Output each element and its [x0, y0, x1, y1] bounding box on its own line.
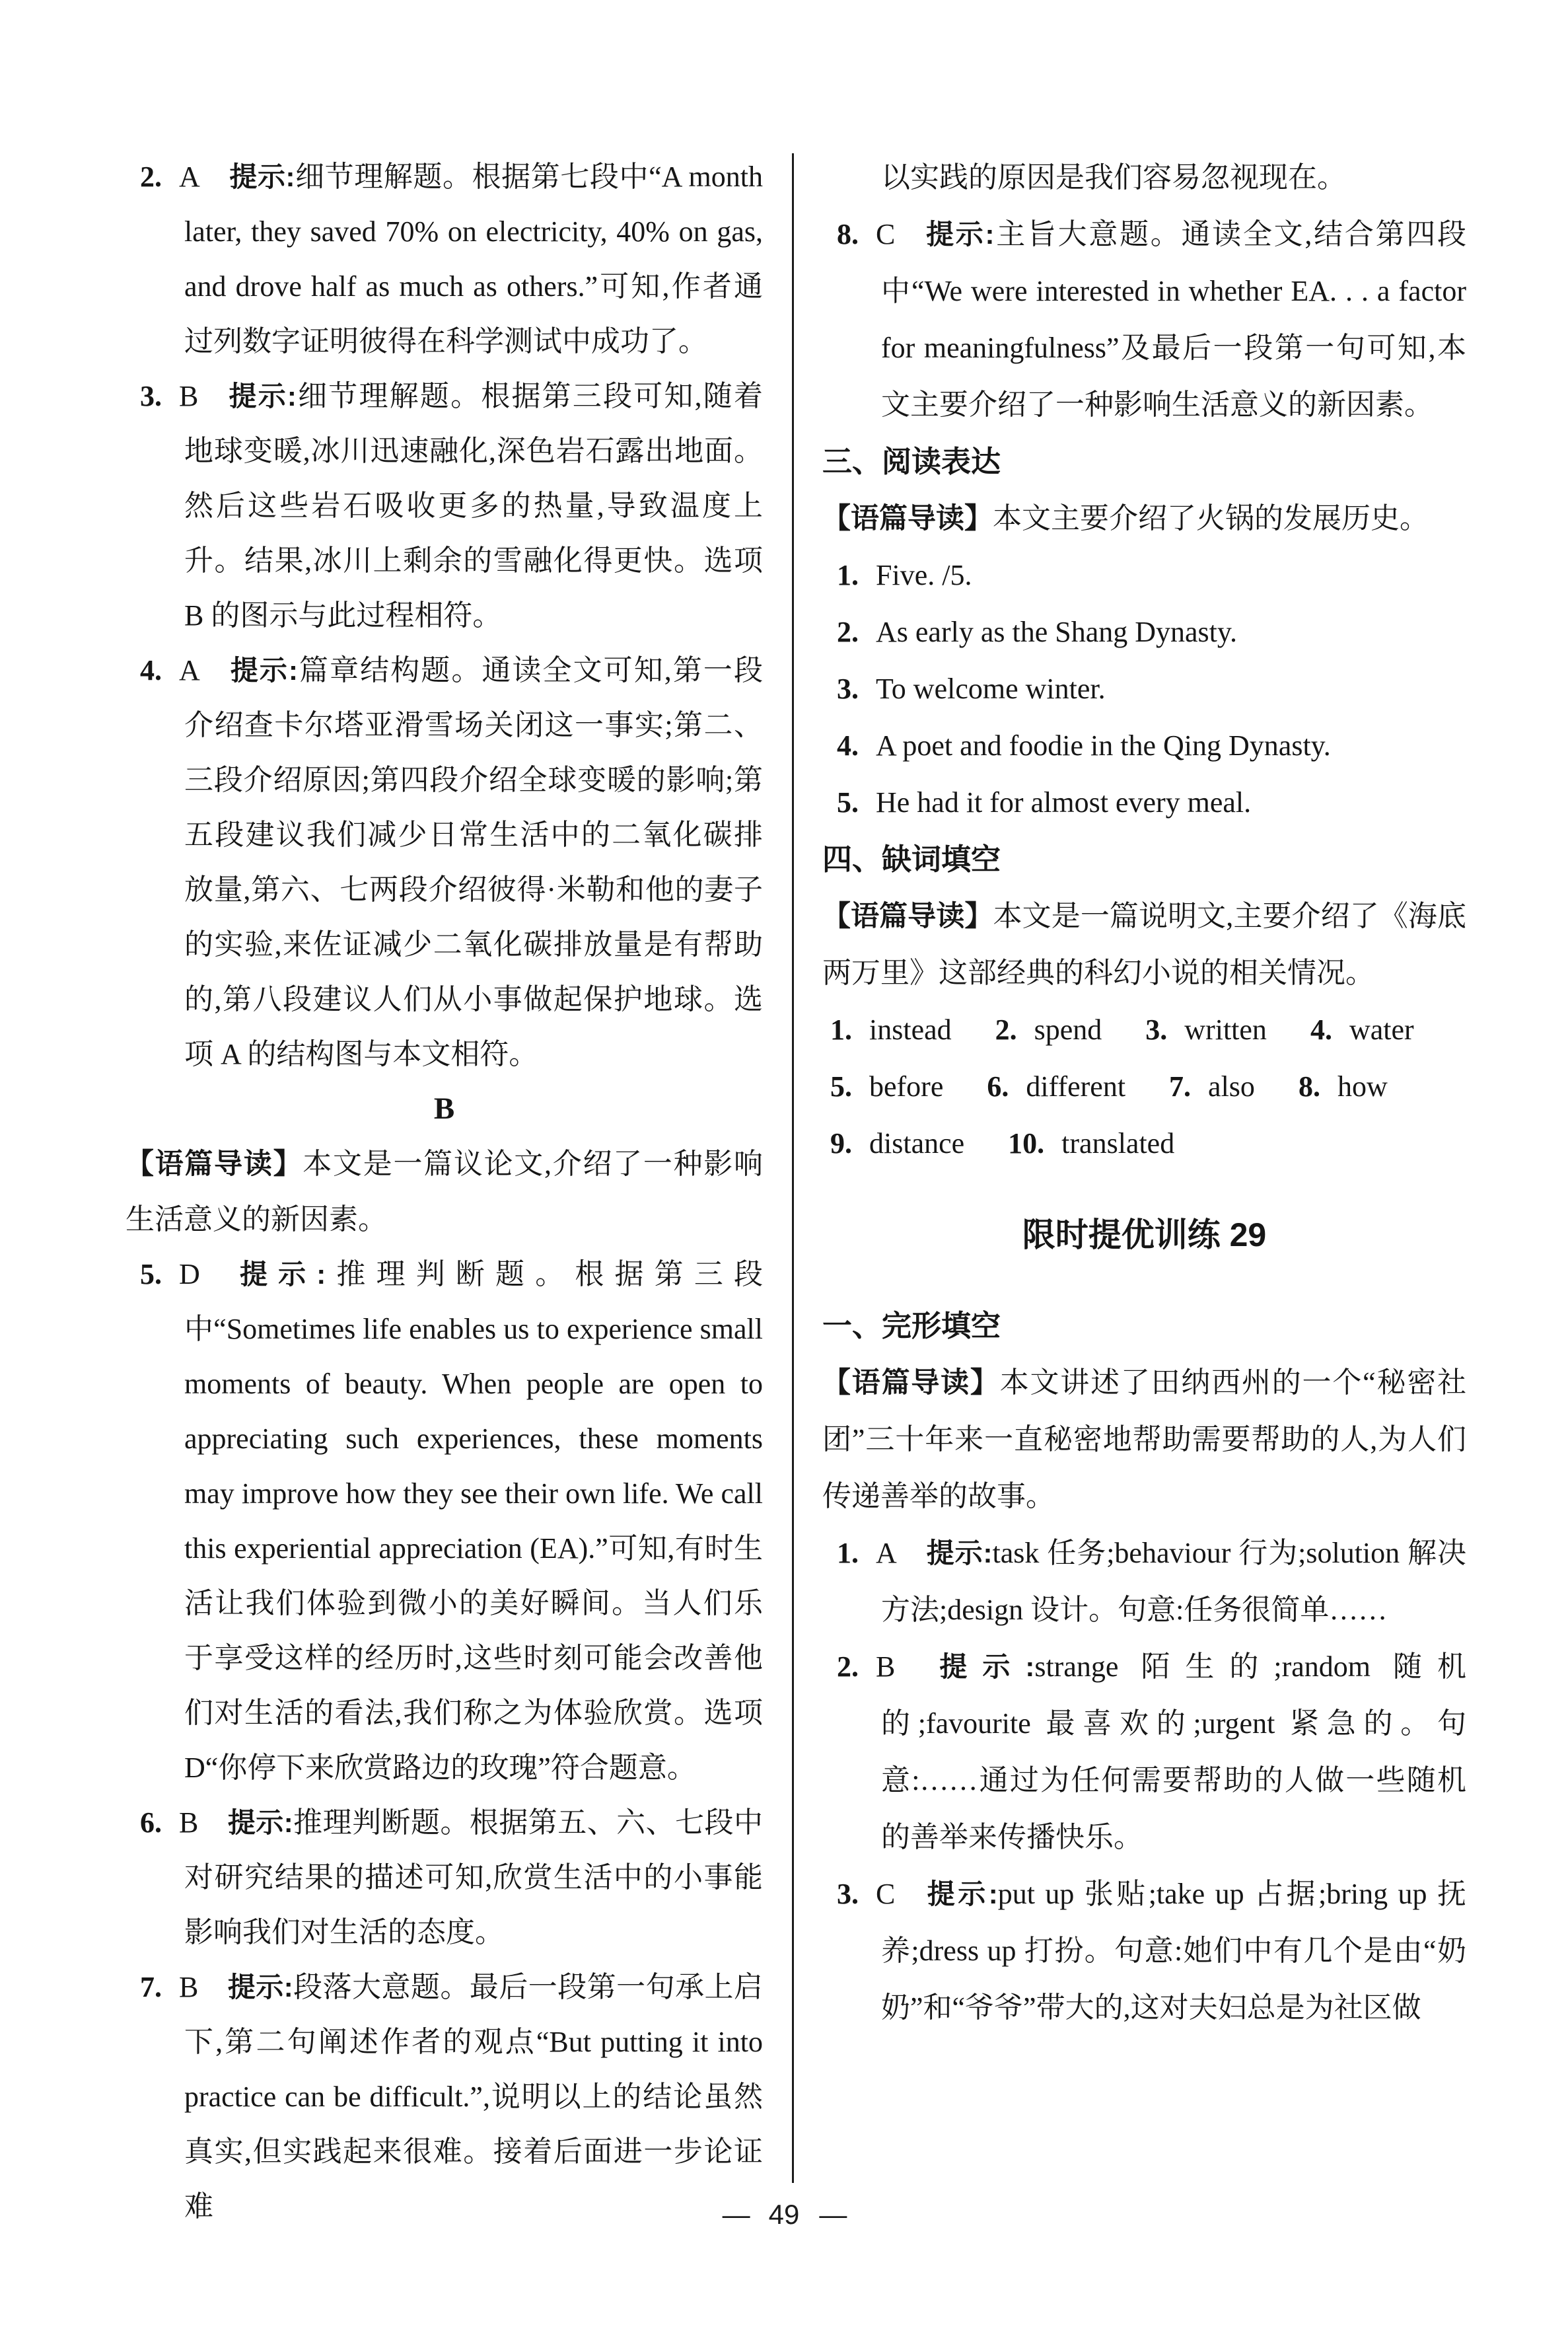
cloze-word: spend — [1034, 1014, 1102, 1046]
reading-answer — [822, 604, 1466, 661]
item-number: 2. — [140, 161, 162, 193]
cloze-answer-row — [822, 1115, 1466, 1172]
passage-guide — [822, 490, 1466, 547]
reading-answer — [822, 718, 1466, 774]
explanation-text: 细节理解题。根据第七段中“A month later, they saved 70% on electricity, 40% on gas, and drove half as much as others.”可知,作者通过列数字证明彼得在科学测试中成功了。 — [184, 161, 763, 357]
guide-label: 【语篇导读】 — [822, 901, 993, 932]
cloze-answer — [1299, 1058, 1388, 1115]
item-number: 5. — [830, 1070, 852, 1103]
hint-label: 提示: — [924, 219, 995, 250]
explanation-text: 主旨大意题。通读全文,结合第四段中“We were interested in whether EA. . . a factor for meaningfulness”及最后一段第一句可知,本文主要介绍了一种影响生活意义的新因素。 — [881, 218, 1466, 421]
item-number: 3. — [837, 1878, 859, 1910]
continuation-text: 以实践的原因是我们容易忽视现在。 — [881, 161, 1346, 194]
reading-answer-text: Five. /5. — [876, 559, 972, 591]
item-number: 1. — [837, 1537, 859, 1569]
hint-label: 提示: — [229, 655, 298, 686]
answer-letter: C — [876, 218, 896, 250]
cloze-answer — [830, 1002, 952, 1058]
reading-answer-text: To welcome winter. — [876, 673, 1106, 705]
item-number: 6. — [140, 1806, 162, 1839]
item-number: 7. — [140, 1971, 162, 2003]
explanation-text: 推理判断题。根据第五、六、七段中对研究结果的描述可知,欣赏生活中的小事能影响我们对生活的态度。 — [184, 1806, 763, 1948]
item-number: 7. — [1169, 1070, 1192, 1103]
passage-label: B — [433, 1091, 455, 1126]
answer-item — [125, 643, 763, 1082]
answer-item — [822, 1866, 1466, 2036]
guide-label: 【语篇导读】 — [822, 1367, 1000, 1399]
answer-item — [822, 1525, 1466, 1639]
cloze-word: distance — [869, 1127, 965, 1160]
answer-item — [125, 149, 763, 369]
item-number: 4. — [1310, 1014, 1332, 1046]
cloze-answer — [987, 1058, 1125, 1115]
cloze-answer — [1169, 1058, 1255, 1115]
item-number: 3. — [837, 673, 859, 705]
answer-letter: B — [876, 1650, 896, 1683]
hint-label: 提示: — [924, 1651, 1035, 1682]
cloze-word: before — [869, 1070, 944, 1103]
explanation-text: 篇章结构题。通读全文可知,第一段介绍查卡尔塔亚滑雪场关闭这一事实;第二、三段介绍原因;第四段介绍全球变暖的影响;第五段建议我们减少日常生活中的二氧化碳排放量,第六、七两段介绍彼得·米勒和他的妻子的实验,来佐证减少二氧化碳排放量是有帮助的,第八段建议人们从小事做起保护地球。选项 A 的结构图与本文相符。 — [184, 654, 763, 1070]
answer-item — [125, 1960, 763, 2234]
reading-answer — [822, 547, 1466, 604]
guide-text: 本文主要介绍了火锅的发展历史。 — [993, 502, 1429, 535]
cloze-word: translated — [1061, 1127, 1175, 1160]
explanation-text: strange 陌生的;random 随机的;favourite 最喜欢的;urgent 紧急的。句意:……通过为任何需要帮助的人做一些随机的善举来传播快乐。 — [881, 1650, 1466, 1853]
item-number: 5. — [140, 1258, 162, 1290]
item-number: 2. — [837, 1650, 859, 1683]
item-number: 1. — [830, 1014, 852, 1046]
item-number: 2. — [837, 616, 859, 648]
answer-letter: B — [179, 380, 199, 412]
explanation-text: 段落大意题。最后一段第一句承上启下,第二句阐述作者的观点“But putting it into practice can be difficult.”,说明以上的结论虽然真实,但实践起来很难。接着后面进一步论证难 — [184, 1971, 763, 2223]
section-heading-cloze: 四、缺词填空 — [822, 842, 1001, 876]
passage-guide — [822, 1354, 1466, 1525]
footer-dash-right: — — [819, 2199, 846, 2230]
right-column — [822, 149, 1466, 2036]
answer-letter: A — [876, 1537, 897, 1569]
passage-guide — [822, 888, 1466, 1002]
answer-letter: D — [179, 1258, 200, 1290]
cloze-answer — [995, 1002, 1102, 1058]
hint-label: 提示: — [227, 381, 297, 412]
hint-label: 提示: — [227, 1972, 293, 2003]
reading-answer-text: A poet and foodie in the Qing Dynasty. — [876, 729, 1331, 762]
item-number: 9. — [830, 1127, 852, 1160]
hint-label: 提示: — [229, 1259, 326, 1290]
section-heading-reading: 三、阅读表达 — [822, 445, 1001, 478]
item-number: 3. — [140, 380, 162, 412]
left-column — [125, 149, 763, 2234]
explanation-text: 推理判断题。根据第三段中“Sometimes life enables us to experience small moments of beauty. When people are open to appreciating such experiences, these moments may improve how they see their own life. We call this experiential appreciation (EA).”可知,有时生活让我们体验到微小的美好瞬间。当人们乐于享受这样的经历时,这些时刻可能会改善他们对生活的看法,我们称之为体验欣赏。选项 D“你停下来欣赏路边的玫瑰”符合题意。 — [184, 1258, 763, 1784]
item-number: 8. — [837, 218, 859, 250]
answer-letter: B — [179, 1806, 199, 1839]
cloze-answer-row — [822, 1058, 1466, 1115]
hint-label: 提示: — [924, 1878, 998, 1909]
hint-label: 提示: — [227, 1807, 293, 1838]
cloze-answer — [1145, 1002, 1267, 1058]
answer-letter: A — [179, 654, 200, 686]
column-divider — [792, 153, 794, 2183]
answer-item — [822, 1639, 1466, 1866]
answer-item — [125, 1247, 763, 1795]
reading-answer — [822, 774, 1466, 831]
answer-item — [125, 369, 763, 643]
reading-answer — [822, 661, 1466, 718]
reading-answer-text: As early as the Shang Dynasty. — [876, 616, 1238, 648]
item-number: 4. — [140, 654, 162, 686]
item-number: 5. — [837, 786, 859, 819]
item-number: 2. — [995, 1014, 1017, 1046]
page-number: 49 — [768, 2199, 800, 2230]
cloze-answer — [830, 1115, 964, 1172]
answer-item — [125, 1795, 763, 1960]
item-number: 4. — [837, 729, 859, 762]
cloze-word: water — [1349, 1014, 1414, 1046]
page-footer — [0, 2195, 1568, 2234]
guide-text: 本文是一篇议论文,介绍了一种影响生活意义的新因素。 — [125, 1148, 764, 1236]
answer-letter: B — [179, 1971, 199, 2003]
item-number: 6. — [987, 1070, 1009, 1103]
answer-item — [822, 206, 1466, 433]
explanation-text: task 任务;behaviour 行为;solution 解决方法;design 设计。句意:任务很简单…… — [881, 1537, 1466, 1626]
section-heading-cf: 一、完形填空 — [822, 1309, 1001, 1343]
explanation-text: 细节理解题。根据第三段可知,随着地球变暖,冰川迅速融化,深色岩石露出地面。然后这些岩石吸收更多的热量,导致温度上升。结果,冰川上剩余的雪融化得更快。选项 B 的图示与此过程相符。 — [184, 380, 763, 632]
guide-text: 本文是一篇说明文,主要介绍了《海底两万里》这部经典的科幻小说的相关情况。 — [822, 900, 1466, 989]
reading-answer-text: He had it for almost every meal. — [876, 786, 1252, 819]
item-number: 1. — [837, 559, 859, 591]
cloze-word: different — [1026, 1070, 1126, 1103]
footer-dash-left: — — [722, 2199, 749, 2230]
cloze-answer — [830, 1058, 943, 1115]
hint-label: 提示: — [925, 1537, 993, 1568]
passage-guide — [125, 1136, 763, 1247]
answer-letter: C — [876, 1878, 896, 1910]
cloze-answer — [1310, 1002, 1414, 1058]
answer-letter: A — [179, 161, 200, 193]
cloze-word: written — [1184, 1014, 1267, 1046]
cloze-answer-row — [822, 1002, 1466, 1058]
cloze-word: how — [1337, 1070, 1388, 1103]
item-number: 8. — [1298, 1070, 1320, 1103]
cloze-word: also — [1208, 1070, 1255, 1103]
item-number: 3. — [1145, 1014, 1168, 1046]
explanation-text: put up 张贴;take up 占据;bring up 抚养;dress up 打扮。句意:她们中有几个是由“奶奶”和“爷爷”带大的,这对夫妇总是为社区做 — [881, 1878, 1466, 2024]
guide-label: 【语篇导读】 — [822, 503, 993, 535]
training-title: 限时提优训练 29 — [1022, 1216, 1267, 1253]
cloze-word: instead — [869, 1014, 952, 1046]
cloze-answer — [1008, 1115, 1174, 1172]
item-number: 10. — [1008, 1127, 1045, 1160]
guide-text: 本文讲述了田纳西州的一个“秘密社团”三十年来一直秘密地帮助需要帮助的人,为人们传递善举的故事。 — [822, 1366, 1467, 1512]
guide-label: 【语篇导读】 — [125, 1148, 303, 1180]
hint-label: 提示: — [229, 161, 295, 192]
